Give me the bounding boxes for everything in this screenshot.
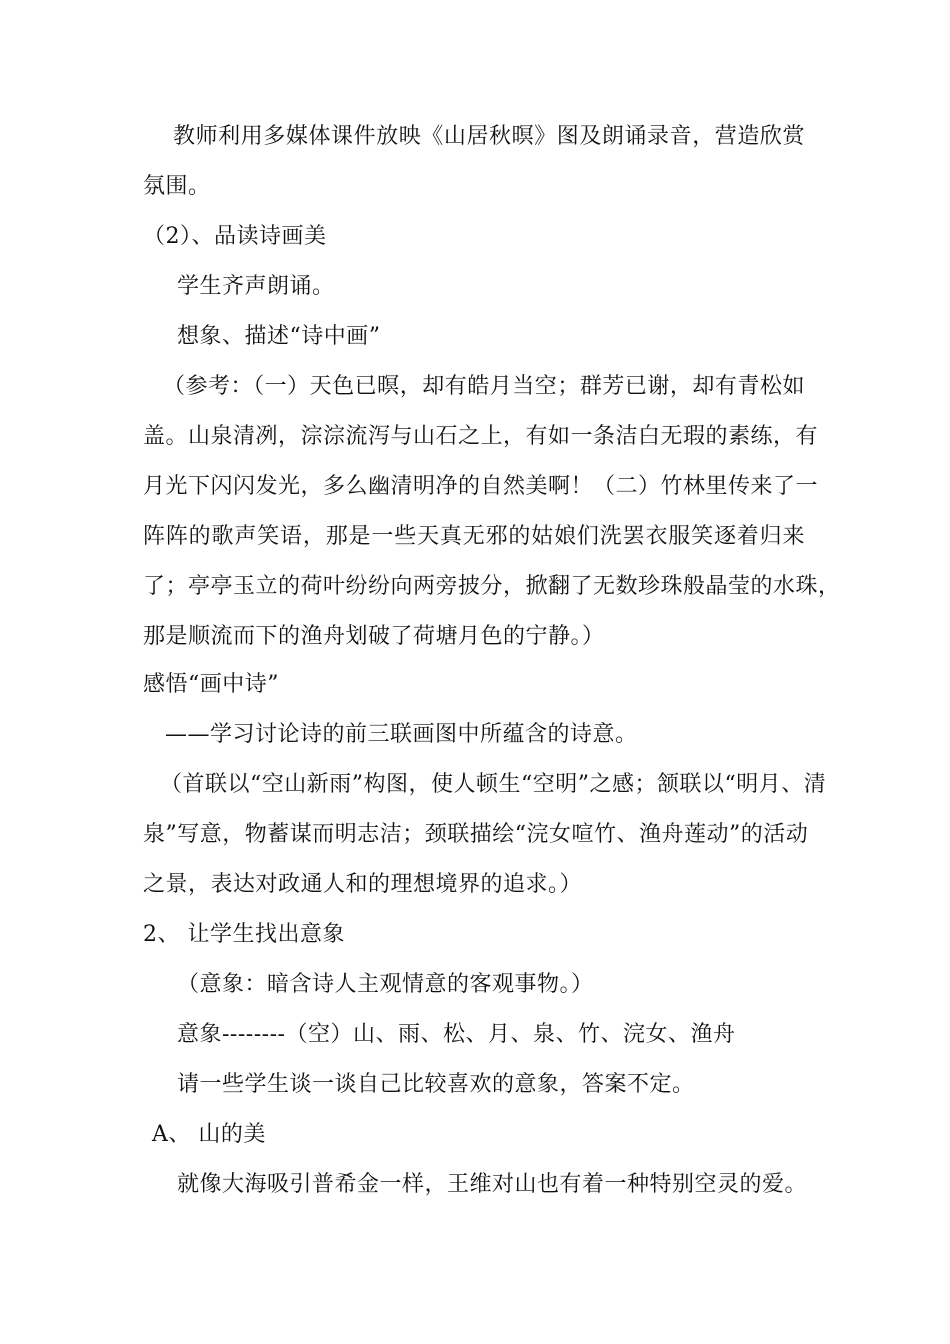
paragraph-line: 那是顺流而下的渔舟划破了荷塘月色的宁静。） — [143, 624, 605, 649]
section-heading: （2）、品读诗画美 — [143, 224, 327, 249]
section-heading: A、 山的美 — [152, 1122, 266, 1147]
paragraph-line: 了；亭亭玉立的荷叶纷纷向两旁披分，掀翻了无数珍珠般晶莹的水珠， — [143, 574, 841, 599]
paragraph-line: 请一些学生谈一谈自己比较喜欢的意象，答案不定。 — [177, 1072, 695, 1097]
paragraph-line: 教师利用多媒体课件放映《山居秋暝》图及朗诵录音，营造欣赏 — [173, 124, 805, 149]
paragraph-line: 盖。山泉清冽，淙淙流泻与山石之上，有如一条洁白无瑕的素练，有 — [143, 424, 819, 449]
paragraph-line: （参考：（一）天色已暝，却有皓月当空；群芳已谢，却有青松如 — [163, 374, 805, 399]
paragraph-line: 月光下闪闪发光，多么幽清明净的自然美啊！（二）竹林里传来了一 — [143, 474, 819, 499]
paragraph-line: 意象--------（空）山、雨、松、月、泉、竹、浣女、渔舟 — [177, 1022, 736, 1047]
paragraph-line: 学生齐声朗诵。 — [177, 274, 335, 299]
paragraph-line: ——学习讨论诗的前三联画图中所蕴含的诗意。 — [165, 722, 638, 747]
section-heading: 2、 让学生找出意象 — [143, 922, 345, 947]
paragraph-line: 之景，表达对政通人和的理想境界的追求。） — [143, 872, 583, 897]
paragraph-line: （意象：暗含诗人主观情意的客观事物。） — [177, 972, 594, 997]
section-heading: 感悟“画中诗” — [143, 672, 279, 697]
paragraph-line: 想象、描述“诗中画” — [177, 324, 381, 349]
paragraph-line: 阵阵的歌声笑语，那是一些天真无邪的姑娘们洗罢衣服笑逐着归来 — [143, 524, 805, 549]
paragraph-line: （首联以“空山新雨”构图，使人顿生“空明”之感；颔联以“明月、清 — [160, 772, 827, 797]
paragraph-line: 氛围。 — [143, 174, 211, 199]
paragraph-line: 泉”写意，物蓄谋而明志洁；颈联描绘“浣女喧竹、渔舟莲动”的活动 — [143, 822, 809, 847]
paragraph-line: 就像大海吸引普希金一样，王维对山也有着一种特别空灵的爱。 — [177, 1172, 808, 1197]
